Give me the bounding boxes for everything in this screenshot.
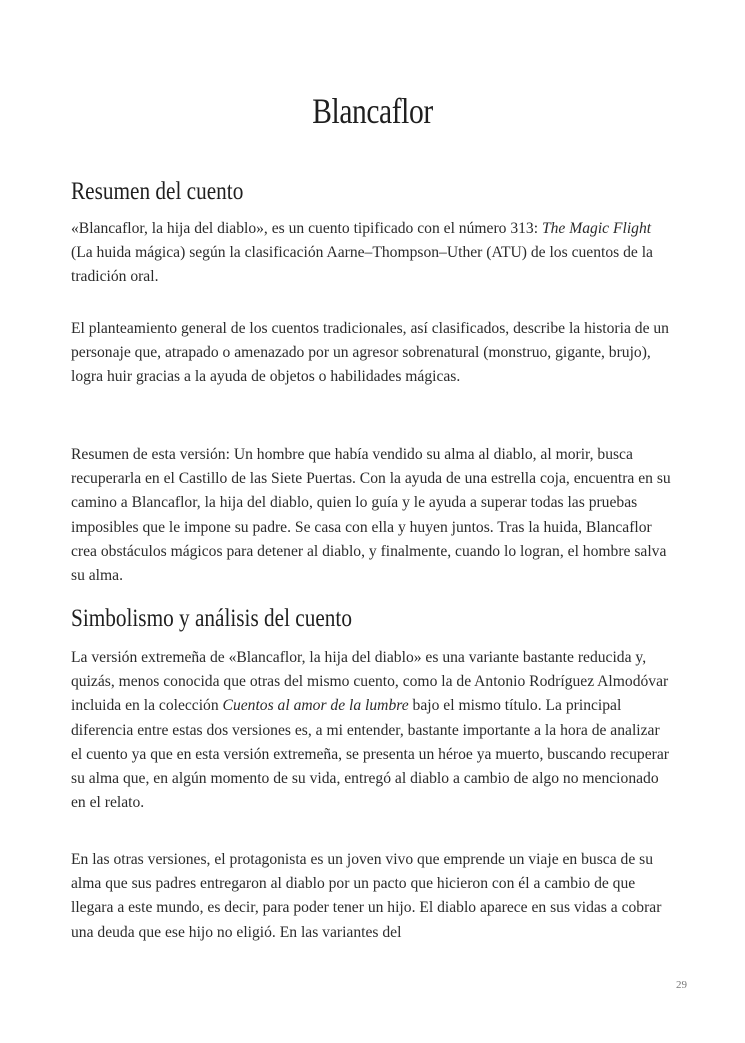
paragraph (71, 217, 671, 290)
paragraph: En las otras versiones, el protagonista es un joven vivo que emprende un viaje en busca de su alma que sus padres entregaron al diablo por un pacto que hicieron con él a cambio de que llegara a este mundo, es decir, para poder tener un hijo. El diablo aparece en sus vidas a cobrar una deuda que ese hijo no eligió. En las variantes del (71, 851, 662, 941)
section-heading-summary: Resumen del cuento (71, 178, 244, 205)
page-number: 29 (676, 979, 687, 991)
italic-title: Cuentos al amor de la lumbre (222, 697, 409, 715)
paragraph: El planteamiento general de los cuentos tradicionales, así clasificados, describe la historia de un personaje que, atrapado o amenazado por un agresor sobrenatural (monstruo, gigante, brujo), logra huir gracias a la ayuda de objetos o habilidades mágicas. (71, 320, 669, 386)
section-heading-analysis: Simbolismo y análisis del cuento (71, 605, 352, 632)
paragraph-text: La versión extremeña de «Blancaflor, la hija del diablo» es una variante bastante reducida y, quizás, menos conocida que otras del mismo cuento, como la de Antonio Rodríguez Almodóvar incluida en la colección (71, 649, 669, 715)
paragraph: Resumen de esta versión: Un hombre que había vendido su alma al diablo, al morir, busca recuperarla en el Castillo de las Siete Puertas. Con la ayuda de una estrella coja, encuentra en su camino a Blancaflor, la hija del diablo, quien lo guía y le ayuda a superar todas las pruebas imposibles que le impone su padre. Se casa con ella y huyen juntos. Tras la huida, Blancaflor crea obstáculos mágicos para detener al diablo, y finalmente, cuando lo logran, el hombre salva su alma. (71, 446, 671, 585)
page-title: Blancaflor (312, 91, 433, 131)
paragraph-text: «Blancaflor, la hija del diablo», es un cuento tipificado con el número 313: (71, 220, 542, 237)
paragraph-text: (La huida mágica) según la clasificación Aarne–Thompson–Uther (ATU) de los cuentos de la tradición oral. (71, 244, 653, 286)
paragraph-text: bajo el mismo título. La principal diferencia entre estas dos versiones es, a mi entender, bastante importante a la hora de analizar el cuento ya que en esta versión extremeña, se presenta un héroe ya muerto, buscando recuperar su alma que, en algún momento de su vida, entregó al diablo a cambio de algo no mencionado en el relato. (71, 697, 669, 812)
paragraph (71, 646, 671, 815)
italic-title: The Magic Flight (541, 220, 652, 237)
